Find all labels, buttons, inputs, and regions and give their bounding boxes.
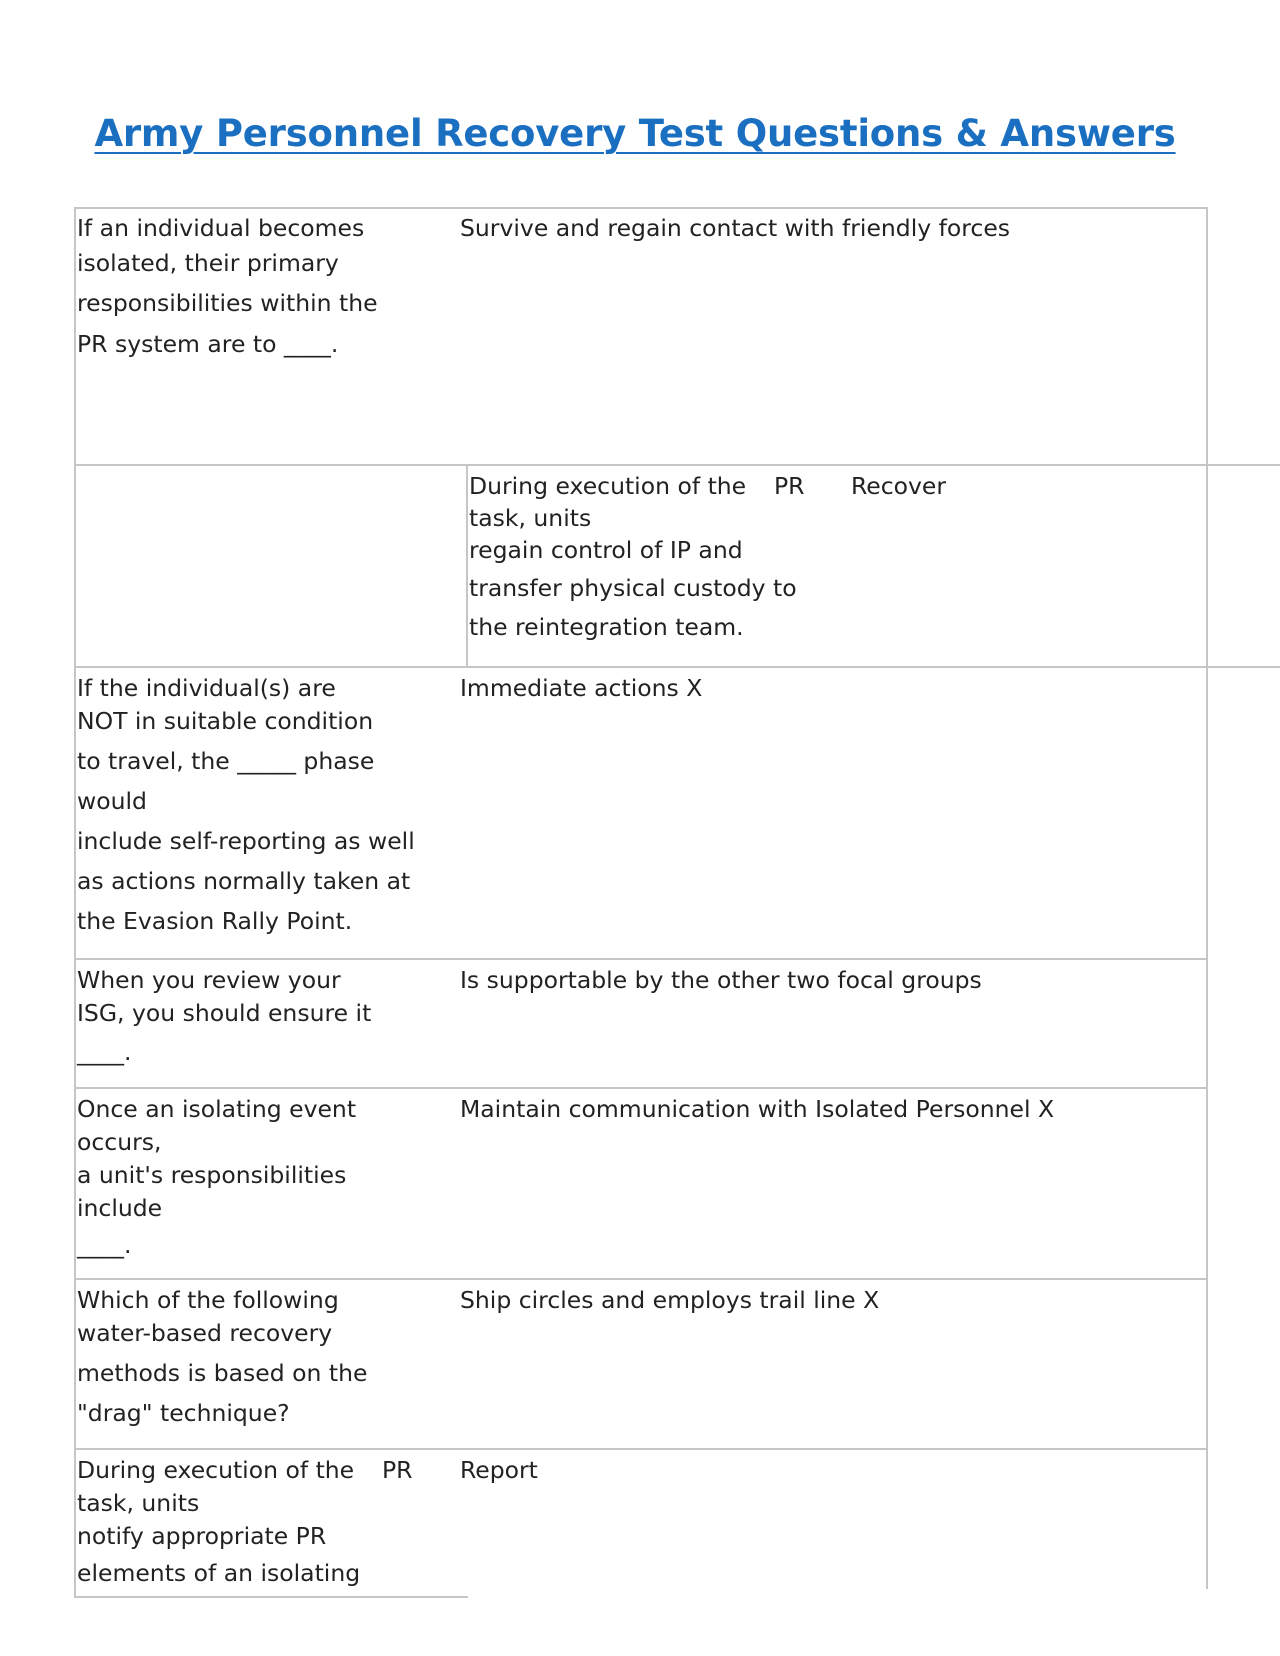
- table-border-left: [74, 207, 76, 1598]
- question-cell: [77, 1092, 432, 1263]
- question-cell: [469, 469, 819, 645]
- question-line: PR system are to ____.: [77, 330, 339, 358]
- answer-cell: Survive and regain contact with friendly forces: [460, 214, 1011, 242]
- question-line: include self-reporting as well: [77, 827, 415, 855]
- question-line: include: [77, 1194, 163, 1222]
- pr-tag: PR: [774, 472, 805, 500]
- answer-cell: Maintain communication with Isolated Personnel X: [460, 1095, 1055, 1123]
- question-line: water-based recovery: [77, 1319, 333, 1347]
- table-border-right: [1206, 207, 1208, 1589]
- answer-cell: Immediate actions X: [460, 674, 703, 702]
- question-line: Which of the following: [77, 1286, 339, 1314]
- question-line: During execution of the: [77, 1456, 355, 1484]
- question-line: NOT in suitable condition: [77, 707, 374, 735]
- answer-cell: Report: [460, 1456, 538, 1484]
- answer-cell: Recover: [851, 472, 947, 500]
- question-line: ISG, you should ensure it: [77, 999, 372, 1027]
- question-line: as actions normally taken at: [77, 867, 411, 895]
- question-line: would: [77, 787, 147, 815]
- table-border-top: [74, 207, 1208, 209]
- question-line: the Evasion Rally Point.: [77, 907, 353, 935]
- question-line: occurs,: [77, 1128, 162, 1156]
- question-cell: [77, 1283, 432, 1431]
- question-cell: [77, 671, 432, 939]
- question-line: When you review your: [77, 966, 341, 994]
- question-line: notify appropriate PR: [77, 1522, 327, 1550]
- question-line: task, units: [469, 504, 592, 532]
- row-divider: [74, 1278, 1208, 1280]
- table-border-bottom: [74, 1596, 468, 1598]
- question-line: the reintegration team.: [469, 613, 744, 641]
- question-line: If an individual becomes: [77, 214, 365, 242]
- question-line: transfer physical custody to: [469, 574, 797, 602]
- page-title: Army Personnel Recovery Test Questions & Answers: [94, 112, 1176, 155]
- question-line: task, units: [77, 1489, 200, 1517]
- question-cell: [77, 211, 432, 362]
- question-line: ____.: [77, 1231, 132, 1259]
- question-line: isolated, their primary: [77, 249, 339, 277]
- question-line: a unit's responsibilities: [77, 1161, 347, 1189]
- pr-tag: PR: [382, 1456, 413, 1484]
- question-line: responsibilities within the: [77, 289, 378, 317]
- question-line: regain control of IP and: [469, 536, 743, 564]
- question-cell: [77, 1453, 432, 1591]
- row-2-inner-divider: [466, 464, 468, 668]
- row-divider: [74, 958, 1208, 960]
- question-line: elements of an isolating: [77, 1559, 361, 1587]
- row-divider: [74, 1448, 1208, 1450]
- question-cell: [77, 963, 432, 1070]
- question-line: If the individual(s) are: [77, 674, 336, 702]
- row-divider: [74, 1087, 1208, 1089]
- answer-cell: Ship circles and employs trail line X: [460, 1286, 880, 1314]
- row-divider: [74, 464, 1280, 466]
- question-line: to travel, the _____ phase: [77, 747, 375, 775]
- question-line: ____.: [77, 1038, 132, 1066]
- question-line: methods is based on the: [77, 1359, 368, 1387]
- question-line: "drag" technique?: [77, 1399, 290, 1427]
- question-line: During execution of the: [469, 472, 747, 500]
- question-line: Once an isolating event: [77, 1095, 357, 1123]
- row-divider: [74, 666, 1280, 668]
- answer-cell: Is supportable by the other two focal groups: [460, 966, 982, 994]
